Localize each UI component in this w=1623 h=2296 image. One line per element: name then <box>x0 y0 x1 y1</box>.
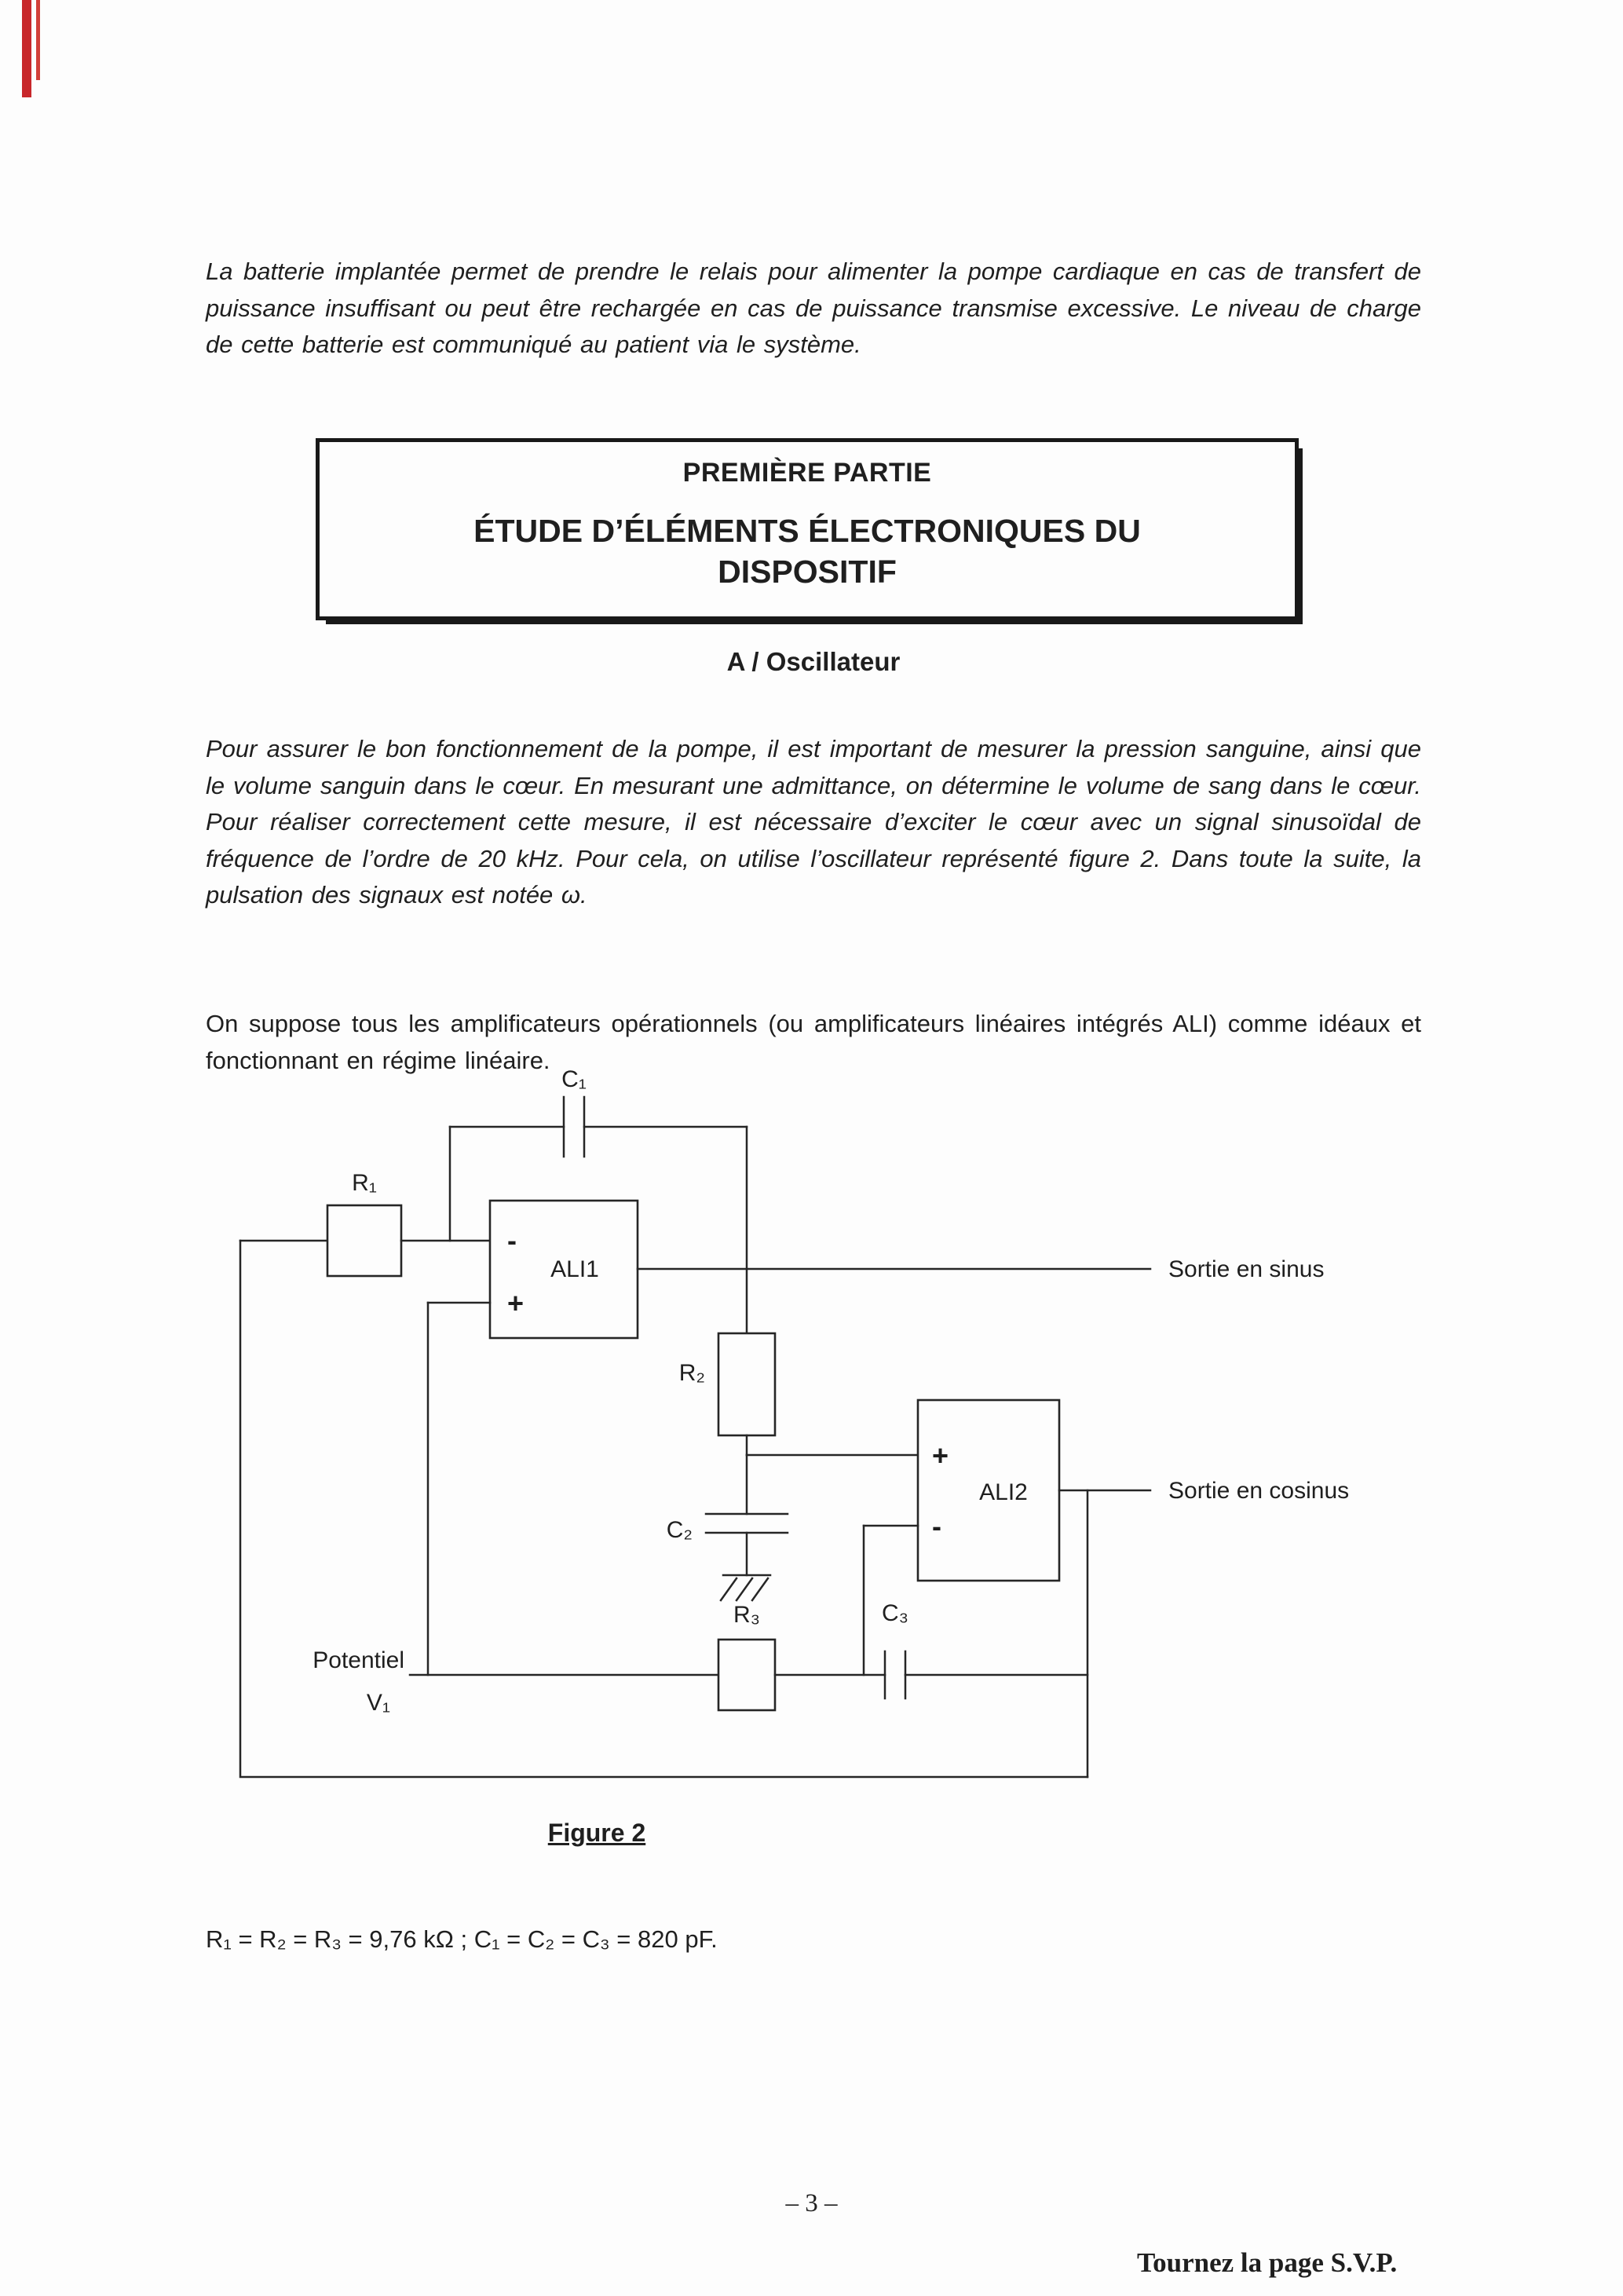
ali1-minus-input: - <box>507 1224 517 1256</box>
label-c3: C₃ <box>882 1600 908 1626</box>
ground-symbol <box>721 1575 770 1600</box>
figure-caption <box>440 1819 754 1848</box>
resistor-r1 <box>327 1205 401 1276</box>
part-title-box <box>316 438 1299 620</box>
ali1-plus-input: + <box>507 1287 525 1319</box>
label-sortie-sinus: Sortie en sinus <box>1168 1256 1325 1282</box>
ali2-minus-input: - <box>932 1510 941 1542</box>
component-values: R₁ = R₂ = R₃ = 9,76 kΩ ; C₁ = C₂ = C₃ = 820 pF. <box>206 1925 718 1953</box>
main-title: ÉTUDE D’ÉLÉMENTS ÉLECTRONIQUES DU DISPOSITIF <box>473 513 1141 590</box>
figure-caption-text: Figure 2 <box>547 1819 646 1847</box>
paragraph-oscillateur: Pour assurer le bon fonctionnement de la pompe, il est important de mesurer la pression sanguine, ainsi que le volume sanguin dans le cœur. En mesurant une admittance, on détermine le volume de sang dans le cœur. Pour réaliser correctement cette mesure, il est nécessaire d’exciter le cœur avec un signal sinusoïdal de fréquence de l’ordre de 20 kHz. Pour cela, on utilise l’oscillateur représenté figure 2. Dans toute la suite, la pulsation des signaux est notée ω. <box>206 735 1421 909</box>
label-c1: C₁ <box>561 1066 587 1092</box>
label-r2: R₂ <box>678 1360 705 1386</box>
label-ali1: ALI1 <box>550 1256 599 1282</box>
label-r3: R₃ <box>733 1602 760 1628</box>
label-c2: C₂ <box>666 1517 693 1543</box>
intro-paragraph: La batterie implantée permet de prendre le relais pour alimenter la pompe cardiaque en cas de transfert de puissance insuffisant ou peut être rechargée en cas de puissance transmise excessive. Le niveau de charge de cette batterie est communiqué au patient via le système. <box>206 258 1421 358</box>
resistor-r3 <box>718 1640 775 1710</box>
label-sortie-cosinus: Sortie en cosinus <box>1168 1478 1350 1504</box>
paragraph-opamps: On suppose tous les amplificateurs opérationnels (ou amplificateurs linéaires intégrés ALI) comme idéaux et fonctionnant en régime linéaire. <box>206 1010 1421 1074</box>
ali2-plus-input: + <box>932 1439 949 1472</box>
red-scan-mark <box>22 0 31 97</box>
page-number: – 3 – <box>785 2189 838 2217</box>
turn-page-note: Tournez la page S.V.P. <box>1137 2247 1398 2278</box>
label-r1: R₁ <box>352 1170 377 1196</box>
red-scan-mark-thin <box>36 0 40 80</box>
oscillator-circuit-diagram <box>212 1066 1358 1808</box>
section-heading-oscillateur: A / Oscillateur <box>726 647 901 676</box>
label-v1: V₁ <box>366 1690 391 1716</box>
label-ali2: ALI2 <box>979 1479 1028 1505</box>
label-potentiel: Potentiel <box>313 1647 404 1673</box>
resistor-r2 <box>718 1333 775 1435</box>
circuit-figure <box>212 1066 1358 1808</box>
part-title: PREMIÈRE PARTIE <box>682 458 932 488</box>
